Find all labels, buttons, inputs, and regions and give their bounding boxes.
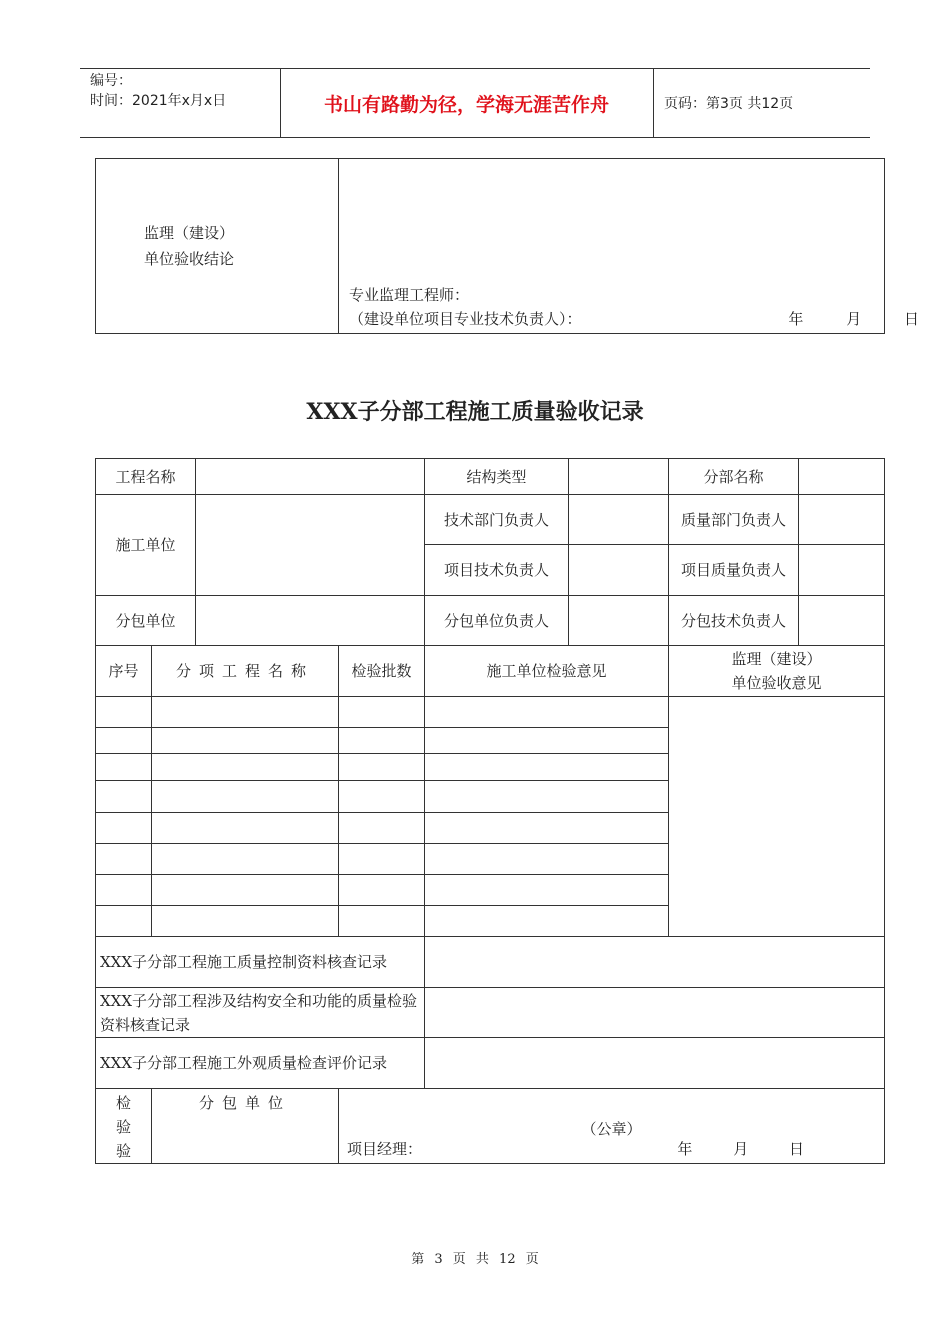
table-row-seq[interactable] — [96, 781, 152, 813]
supervisor-opinion-cell[interactable] — [669, 697, 885, 937]
page-footer: 第 3 页 共 12 页 — [411, 1252, 539, 1267]
code-label: 编号： — [90, 73, 132, 89]
vert-char-2: 验 — [115, 1118, 131, 1136]
quality-dept-head-value[interactable] — [799, 495, 885, 545]
owner-label: （建设单位项目专业技术负责人）： — [349, 310, 582, 328]
table-row-item[interactable] — [152, 813, 339, 844]
table-row-opinion[interactable] — [425, 844, 669, 875]
table-row-seq[interactable] — [96, 813, 152, 844]
structure-type-label: 结构类型 — [425, 459, 569, 495]
table-row-batches[interactable] — [339, 906, 425, 937]
day-label: 日 — [903, 310, 919, 328]
project-manager-label: 项目经理： — [347, 1140, 423, 1158]
project-quality-head-value[interactable] — [799, 545, 885, 596]
tech-dept-head-value[interactable] — [569, 495, 669, 545]
bottom-year-label: 年 — [677, 1140, 693, 1158]
document-title: XXX子分部工程施工质量验收记录 — [306, 399, 644, 425]
bottom-day-label: 日 — [789, 1140, 805, 1158]
project-tech-head-label: 项目技术负责人 — [425, 545, 569, 596]
col-supervisor-header — [669, 646, 885, 697]
conclusion-label-line2: 单位验收结论 — [144, 250, 235, 268]
table-row-item[interactable] — [152, 781, 339, 813]
acceptance-record-table — [95, 458, 885, 1164]
inspection-vertical-label — [96, 1089, 152, 1164]
page-header — [80, 68, 870, 138]
date-placeholder — [750, 307, 919, 331]
table-row-opinion[interactable] — [425, 813, 669, 844]
table-row-batches[interactable] — [339, 728, 425, 754]
table-row-seq[interactable] — [96, 754, 152, 781]
conclusion-label — [96, 159, 339, 334]
col-item-name-header: 分项工程名称 — [152, 646, 339, 697]
table-row-batches[interactable] — [339, 754, 425, 781]
supervisor-conclusion-table — [95, 158, 919, 334]
engineer-label: 专业监理工程师： — [349, 286, 470, 304]
table-row-opinion[interactable] — [425, 906, 669, 937]
vert-char-3: 验 — [115, 1142, 131, 1160]
table-row-item[interactable] — [152, 728, 339, 754]
division-name-value[interactable] — [799, 459, 885, 495]
subcontractor-value[interactable] — [196, 596, 425, 646]
subcontractor-tech-head-label: 分包技术负责人 — [669, 596, 799, 646]
col-supervisor-line2: 单位验收意见 — [731, 674, 822, 692]
table-row-seq[interactable] — [96, 906, 152, 937]
table-row-batches[interactable] — [339, 844, 425, 875]
record-appearance-value[interactable] — [425, 1038, 885, 1089]
table-row-seq[interactable] — [96, 875, 152, 906]
subcontractor-head-label: 分包单位负责人 — [425, 596, 569, 646]
vert-char-1: 检 — [115, 1094, 131, 1112]
table-row-batches[interactable] — [339, 813, 425, 844]
table-row-item[interactable] — [152, 754, 339, 781]
table-row-opinion[interactable] — [425, 728, 669, 754]
project-quality-head-label: 项目质量负责人 — [669, 545, 799, 596]
record-safety-data-value[interactable] — [425, 988, 885, 1038]
seal-label: （公章） — [581, 1120, 642, 1138]
construction-unit-label: 施工单位 — [96, 495, 196, 596]
subcontractor-head-value[interactable] — [569, 596, 669, 646]
col-seq-header: 序号 — [96, 646, 152, 697]
col-supervisor-line1: 监理（建设） — [731, 650, 822, 668]
year-label: 年 — [788, 310, 804, 328]
quality-dept-head-label: 质量部门负责人 — [669, 495, 799, 545]
col-batches-header: 检验批数 — [339, 646, 425, 697]
table-row-seq[interactable] — [96, 728, 152, 754]
record-appearance-label: XXX子分部工程施工外观质量检查评价记录 — [96, 1038, 425, 1089]
subunit-signature-cell — [339, 1089, 885, 1164]
bottom-month-label: 月 — [733, 1140, 749, 1158]
structure-type-value[interactable] — [569, 459, 669, 495]
project-name-value[interactable] — [196, 459, 425, 495]
table-row-opinion[interactable] — [425, 781, 669, 813]
table-row-opinion[interactable] — [425, 875, 669, 906]
table-row-opinion[interactable] — [425, 754, 669, 781]
table-row-item[interactable] — [152, 875, 339, 906]
project-name-label: 工程名称 — [96, 459, 196, 495]
time-label: 时间：2021年x月x日 — [90, 93, 227, 109]
record-safety-data-label: XXX子分部工程涉及结构安全和功能的质量检验资料核查记录 — [96, 988, 425, 1038]
subunit-label: 分包单位 — [152, 1089, 339, 1164]
subcontractor-label: 分包单位 — [96, 596, 196, 646]
table-row-batches[interactable] — [339, 781, 425, 813]
tech-dept-head-label: 技术部门负责人 — [425, 495, 569, 545]
division-name-label: 分部名称 — [669, 459, 799, 495]
subcontractor-tech-head-value[interactable] — [799, 596, 885, 646]
construction-unit-value[interactable] — [196, 495, 425, 596]
header-motto: 书山有路勤为径，学海无涯苦作舟 — [280, 69, 654, 137]
header-meta — [80, 69, 281, 137]
table-row-opinion[interactable] — [425, 697, 669, 728]
conclusion-label-line1: 监理（建设） — [144, 224, 235, 242]
conclusion-signature-cell — [339, 159, 919, 334]
table-row-item[interactable] — [152, 906, 339, 937]
col-unit-opinion-header: 施工单位检验意见 — [425, 646, 669, 697]
table-row-seq[interactable] — [96, 844, 152, 875]
bottom-date-placeholder — [641, 1137, 804, 1161]
table-row-batches[interactable] — [339, 697, 425, 728]
table-row-seq[interactable] — [96, 697, 152, 728]
project-tech-head-value[interactable] — [569, 545, 669, 596]
record-control-data-label: XXX子分部工程施工质量控制资料核查记录 — [96, 937, 425, 988]
table-row-batches[interactable] — [339, 875, 425, 906]
record-control-data-value[interactable] — [425, 937, 885, 988]
table-row-item[interactable] — [152, 844, 339, 875]
header-page-label: 页码：第3页 共12页 — [664, 96, 794, 112]
table-row-item[interactable] — [152, 697, 339, 728]
month-label: 月 — [846, 310, 862, 328]
